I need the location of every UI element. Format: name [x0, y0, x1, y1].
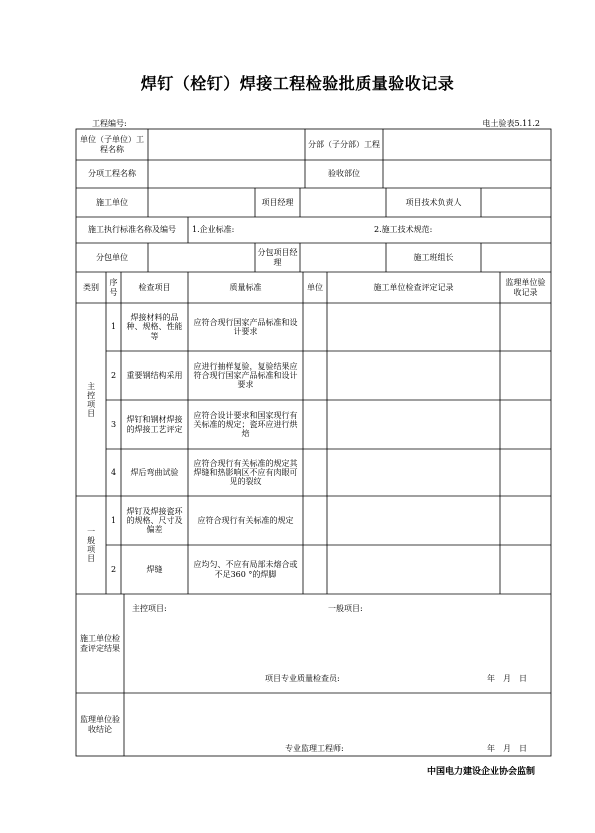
- quality-inspector-label: 项目专业质量检查员:: [265, 674, 340, 683]
- main-item-name: 焊钉和钢材焊接的焊接工艺评定: [126, 415, 183, 434]
- general-items-label: 一般项目: [86, 527, 96, 563]
- project-no-label: 工程编号:: [92, 119, 127, 128]
- col-seq: 序号: [109, 278, 118, 297]
- unit-name-label: 单位（子单位）工程名称: [80, 135, 144, 154]
- general-item-name: 焊钉及焊接瓷环的规格、尺寸及偏差: [126, 506, 183, 535]
- col-category: 类别: [83, 282, 99, 292]
- col-unit: 单位: [307, 282, 323, 292]
- main-item-name: 焊接材料的品种、规格、性能等: [126, 313, 183, 341]
- supervision-engineer-label: 专业监理工程师:: [285, 744, 344, 753]
- eval-main-label: 主控项目:: [132, 604, 167, 613]
- enterprise-standard-label: 1.企业标准:: [192, 225, 235, 235]
- general-item-no: 1: [110, 515, 117, 525]
- construction-eval-label: 施工单位检查评定结果: [80, 634, 120, 653]
- eval-general-label: 一般项目:: [328, 604, 363, 613]
- tech-lead-label: 项目技术负责人: [405, 197, 462, 207]
- main-control-label: 主控项目: [86, 381, 96, 418]
- general-item-no: 2: [110, 564, 117, 574]
- col-record: 施工单位检查评定记录: [373, 282, 454, 292]
- general-item-standard: 应符合现行有关标准的规定: [197, 515, 294, 525]
- main-item-standard: 应符合现行有关标准的规定其焊缝和热影响区不应有肉眼可见的裂纹: [193, 458, 298, 487]
- sub-project-label: 分部（子分部）工程: [308, 139, 380, 149]
- team-leader-label: 施工班组长: [413, 252, 454, 262]
- col-item: 检查项目: [138, 282, 171, 292]
- eval-date: 年 月 日: [487, 674, 527, 683]
- main-item-name: 重要钢结构采用: [126, 370, 183, 380]
- construction-unit-label: 施工单位: [96, 197, 128, 207]
- col-supervision: 监理单位验收记录: [505, 278, 546, 297]
- main-item-standard: 应进行抽样复验，复验结果应符合现行国家产品标准和设计要求: [193, 361, 298, 390]
- standard-name-label: 施工执行标准名称及编号: [88, 225, 176, 235]
- subcontract-unit-label: 分包单位: [96, 252, 128, 262]
- page-title: 焊钉（栓钉）焊接工程检验批质量验收记录: [140, 74, 455, 93]
- project-manager-label: 项目经理: [261, 197, 294, 207]
- supervision-eval-label: 监理单位验收结论: [80, 715, 120, 734]
- acceptance-part-label: 验收部位: [328, 169, 360, 179]
- main-item-no: 2: [110, 370, 117, 380]
- main-item-no: 1: [110, 322, 117, 332]
- main-item-standard: 应符合现行国家产品标准和设计要求: [193, 317, 298, 336]
- main-item-no: 3: [110, 419, 117, 429]
- main-item-name: 焊后弯曲试验: [130, 467, 179, 477]
- construction-spec-label: 2.施工技术规范:: [374, 225, 433, 235]
- main-item-no: 4: [110, 467, 117, 477]
- supervision-date: 年 月 日: [487, 744, 527, 753]
- general-item-name: 焊缝: [146, 564, 163, 574]
- col-standard: 质量标准: [229, 282, 262, 292]
- form-code: 电土验表5.11.2: [482, 119, 540, 128]
- item-project-label: 分项工程名称: [88, 169, 136, 179]
- footer-supervisor: 中国电力建设企业协会监制: [426, 767, 535, 777]
- main-item-standard: 应符合设计要求和国家现行有关标准的规定；瓷环应进行烘焙: [193, 410, 298, 439]
- subcontract-manager-label: 分包项目经理: [257, 248, 298, 267]
- general-item-standard: 应均匀、不应有局部未熔合或不足360 °的焊脚: [193, 560, 298, 579]
